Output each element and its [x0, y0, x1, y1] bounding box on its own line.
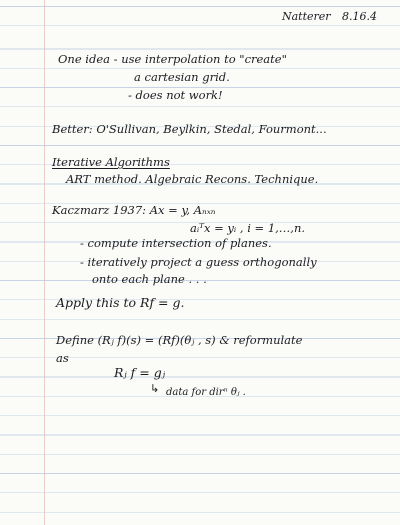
section-heading: Iterative Algorithms: [52, 155, 170, 169]
kaczmarz-line-1: Kaczmarz 1937: Ax = y, Aₙₓₙ: [52, 203, 216, 217]
data-note: data for dirⁿ θⱼ .: [166, 387, 246, 398]
equation-line: Rⱼ f = gⱼ: [114, 365, 166, 380]
idea-line-1: One idea - use interpolation to "create": [58, 52, 287, 66]
better-line: Better: O'Sullivan, Beylkin, Stedal, Fourmont...: [52, 122, 327, 136]
compute-line: - compute intersection of planes.: [80, 236, 272, 250]
header-ref: 8.16.4: [342, 10, 377, 23]
iterate-line-2: onto each plane . . .: [92, 272, 207, 286]
idea-line-2: a cartesian grid.: [134, 70, 230, 84]
header-author: Natterer: [282, 10, 331, 23]
art-line: ART method. Algebraic Recons. Technique.: [66, 172, 319, 186]
define-line-2: as: [56, 351, 69, 365]
margin-line: [44, 0, 45, 525]
curved-arrow-icon: ↳: [150, 382, 160, 395]
apply-line: Apply this to Rf = g.: [56, 295, 185, 310]
iterate-line-1: - iteratively project a guess orthogonally: [80, 255, 317, 269]
define-line-1: Define (Rⱼ f)(s) = (Rf)(θⱼ , s) & reformulate: [56, 333, 303, 347]
idea-line-3: - does not work!: [128, 88, 223, 102]
kaczmarz-line-2: aᵢᵀx = yᵢ , i = 1,…,n.: [190, 221, 306, 235]
